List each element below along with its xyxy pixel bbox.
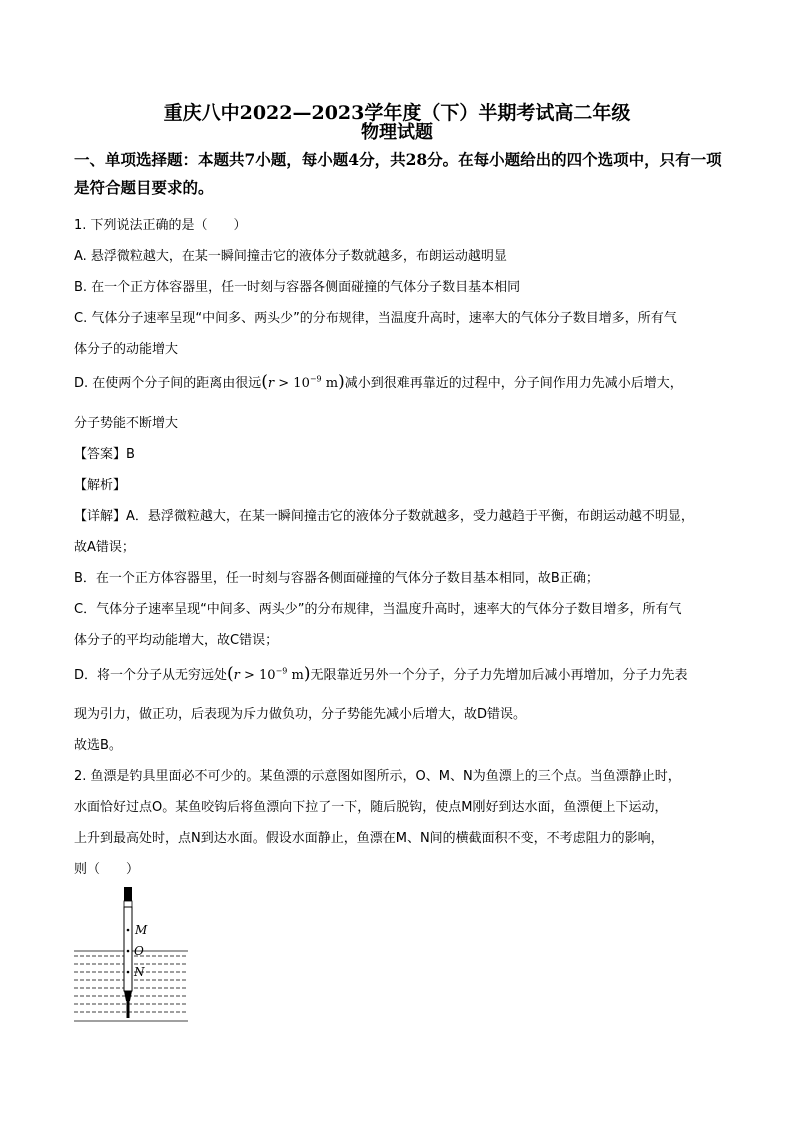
detail-line5: 体分子的平均动能增大，故C错误； (74, 633, 279, 648)
detail-line4: C．气体分子速率呈现“中间多、两头少”的分布规律，当温度升高时，速率大的气体分子数目增多，所有气 (74, 602, 682, 617)
question-2-line3: 上升到最高处时，点N到达水面。假设水面静止，鱼漂在M、N间的横截面积不变，不考虑阻力的影响， (74, 831, 664, 846)
option-d-text-pre: D. 在使两个分子间的距离由很远 (74, 376, 262, 391)
option-b: B. 在一个正方体容器里，任一时刻与容器各侧面碰撞的气体分子数目基本相同 (74, 280, 521, 295)
analysis-label: 【解析】 (74, 478, 127, 493)
point-n (127, 971, 130, 974)
conclusion: 故选B。 (74, 738, 122, 753)
formula-base: > 10 (239, 668, 276, 683)
float-body (124, 887, 132, 1018)
question-2-line4: 则（ ） (74, 862, 140, 877)
option-c-line1: C. 气体分子速率呈现“中间多、两头少”的分布规律，当温度升高时，速率大的气体分子数目增多，所有气 (74, 311, 677, 326)
exam-title: 重庆八中2022—2023学年度（下）半期考试高二年级 (163, 102, 631, 124)
formula-r: r (233, 668, 240, 683)
point-o (127, 950, 130, 953)
question-1-stem: 1. 下列说法正确的是（ ） (74, 218, 247, 233)
formula-base: > 10 (274, 376, 310, 391)
subject-title: 物理试题 (361, 122, 433, 143)
label-n: N (134, 965, 145, 979)
fishing-float-figure (72, 885, 192, 1025)
option-d-line2: 分子势能不断增大 (74, 416, 179, 431)
formula-unit: m (321, 376, 339, 391)
detail-line3: B．在一个正方体容器里，任一时刻与容器各侧面碰撞的气体分子数目基本相同，故B正确； (74, 571, 599, 586)
question-2-line2: 水面恰好过点O。某鱼咬钩后将鱼漂向下拉了一下，随后脱钩，使点M刚好到达水面，鱼漂便上下运动， (74, 800, 668, 815)
detail-line7: 现为引力，做正功，后表现为斥力做负功，分子势能先减小后增大，故D错误。 (74, 707, 527, 722)
label-m: M (135, 923, 148, 937)
question-2-line1: 2. 鱼漂是钓具里面必不可少的。某鱼漂的示意图如图所示，O、M、N为鱼漂上的三个点。当鱼漂静止时， (74, 769, 681, 784)
point-m (127, 929, 130, 932)
formula-unit: m (287, 668, 304, 683)
option-d-formula: ($r > 10^{-9}$ m) (261, 372, 345, 392)
detail-6-text-pre: D．将一个分子从无穷远处 (74, 668, 228, 683)
detail-line6 (74, 664, 724, 684)
label-o: O (134, 944, 144, 958)
formula-r: r (267, 376, 275, 391)
detail-6-formula: ($r > 10^{-9}$ m) (227, 664, 311, 684)
formula-exponent: −9 (275, 666, 288, 676)
detail-6-text-post: 无限靠近另外一个分子，分子力先增加后减小再增加，分子力先表 (310, 668, 688, 683)
option-c-line2: 体分子的动能增大 (74, 342, 179, 357)
option-d-text-post: 减小到很难再靠近的过程中，分子间作用力先减小后增大， (344, 376, 683, 391)
option-d-line1 (74, 372, 724, 392)
section-heading: 一、单项选择题：本题共7小题，每小题4分，共28分。在每小题给出的四个选项中，只有一项是符合题目要求的。 (74, 150, 722, 197)
detail-line2: 故A错误； (74, 540, 135, 555)
detail-line1: 【详解】A．悬浮微粒越大，在某一瞬间撞击它的液体分子数就越多，受力越趋于平衡，布朗运动越不明显， (74, 509, 694, 524)
answer-label: 【答案】B (74, 447, 135, 462)
option-a: A. 悬浮微粒越大，在某一瞬间撞击它的液体分子数就越多，布朗运动越明显 (74, 249, 507, 264)
formula-exponent: −9 (309, 374, 322, 384)
